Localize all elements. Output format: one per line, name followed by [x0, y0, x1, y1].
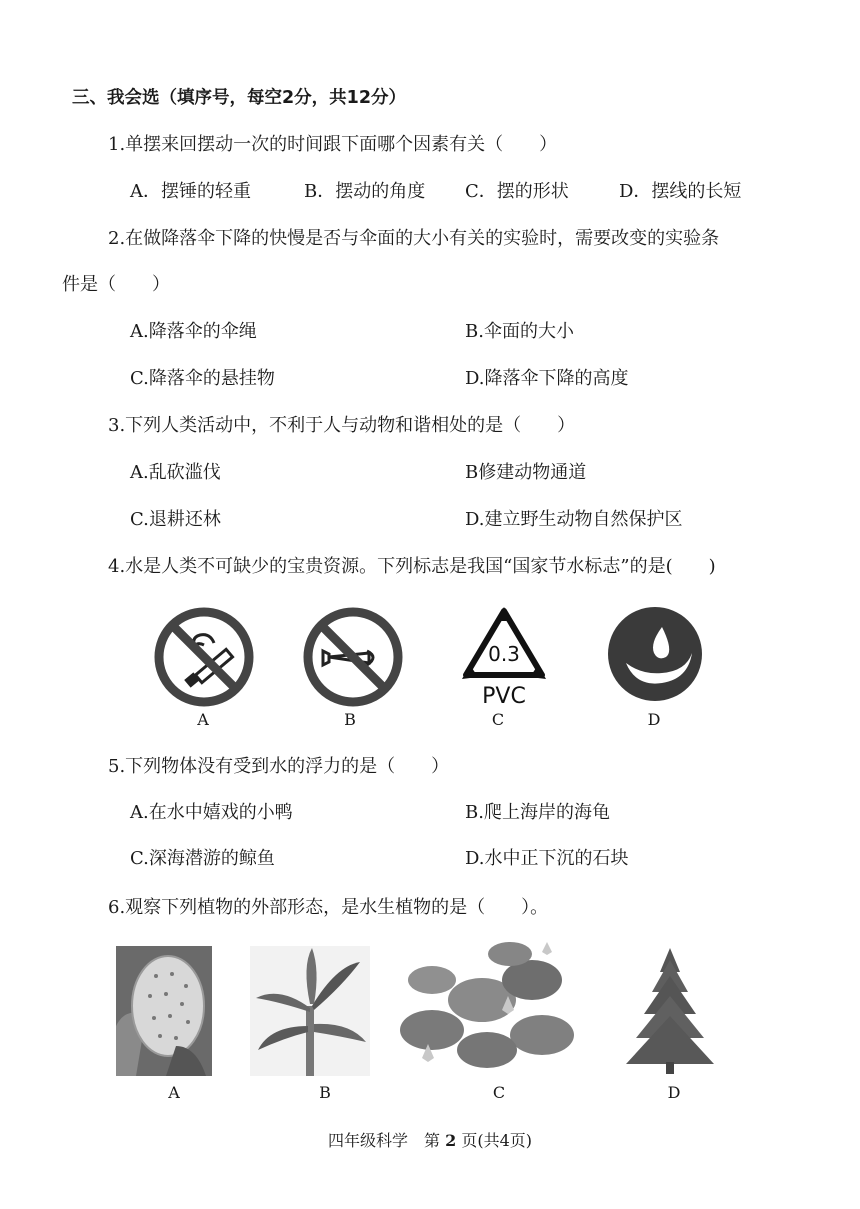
q6-figure-label-c: C	[492, 1083, 506, 1102]
q1-option-d: D．摆线的长短	[619, 181, 742, 202]
q2-option-d: D.降落伞下降的高度	[465, 368, 629, 389]
question-5-stem: 5.下列物体没有受到水的浮力的是（ ）	[108, 756, 450, 777]
fir-tree-image	[618, 946, 722, 1076]
banana-plant-image	[250, 946, 370, 1076]
q1-option-c: C．摆的形状	[465, 181, 569, 202]
no-smoking-icon	[152, 605, 256, 709]
q3-option-c: C.退耕还林	[130, 509, 221, 530]
question-2-stem-line1: 2.在做降落伞下降的快慢是否与伞面的大小有关的实验时，需要改变的实验条	[108, 228, 720, 249]
q2-option-a: A.降落伞的伞绳	[130, 321, 257, 342]
q4-figure-label-c: C	[491, 710, 505, 729]
q5-option-d: D.水中正下沉的石块	[465, 848, 629, 869]
pvc-recycle-icon	[458, 605, 550, 709]
section-title: 三、我会选（填序号，每空2分，共12分）	[72, 88, 407, 108]
q6-figure-label-d: D	[667, 1083, 681, 1102]
q3-option-a: A.乱砍滥伐	[130, 462, 221, 483]
water-saving-icon	[606, 605, 704, 703]
q3-option-b: B修建动物通道	[465, 462, 587, 483]
pvc-code: 0.3	[488, 642, 520, 666]
cactus-image	[116, 946, 212, 1076]
footer-page-number: 2	[445, 1131, 457, 1150]
pvc-text: PVC	[482, 684, 526, 709]
q4-figure-label-d: D	[647, 710, 661, 729]
q5-option-c: C.深海潜游的鲸鱼	[130, 848, 275, 869]
no-horn-icon	[301, 605, 405, 709]
q6-figure-label-b: B	[319, 1083, 331, 1102]
footer-prefix: 四年级科学 第	[328, 1131, 446, 1150]
question-4-stem: 4.水是人类不可缺少的宝贵资源。下列标志是我国“国家节水标志”的是( )	[108, 556, 716, 577]
page-footer	[0, 1128, 860, 1151]
q2-option-b: B.伞面的大小	[465, 321, 574, 342]
question-1-stem: 1.单摆来回摆动一次的时间跟下面哪个因素有关（ ）	[108, 134, 558, 155]
question-6-stem: 6.观察下列植物的外部形态，是水生植物的是（ ）。	[108, 897, 549, 918]
question-3-stem: 3.下列人类活动中，不利于人与动物和谐相处的是（ ）	[108, 415, 576, 436]
q5-option-b: B.爬上海岸的海龟	[465, 802, 610, 823]
q5-option-a: A.在水中嬉戏的小鸭	[130, 802, 293, 823]
q4-figure-label-b: B	[344, 710, 356, 729]
water-lily-image	[392, 940, 582, 1076]
question-2-stem-line2: 件是（ ）	[62, 274, 170, 295]
q4-figure-label-a: A	[197, 710, 209, 729]
q2-option-c: C.降落伞的悬挂物	[130, 368, 275, 389]
q3-option-d: D.建立野生动物自然保护区	[465, 509, 683, 530]
q1-option-b: B．摆动的角度	[304, 181, 426, 202]
footer-suffix: 页(共4页)	[456, 1131, 532, 1150]
q6-figure-label-a: A	[168, 1083, 180, 1102]
q1-option-a: A．摆锤的轻重	[130, 181, 251, 202]
